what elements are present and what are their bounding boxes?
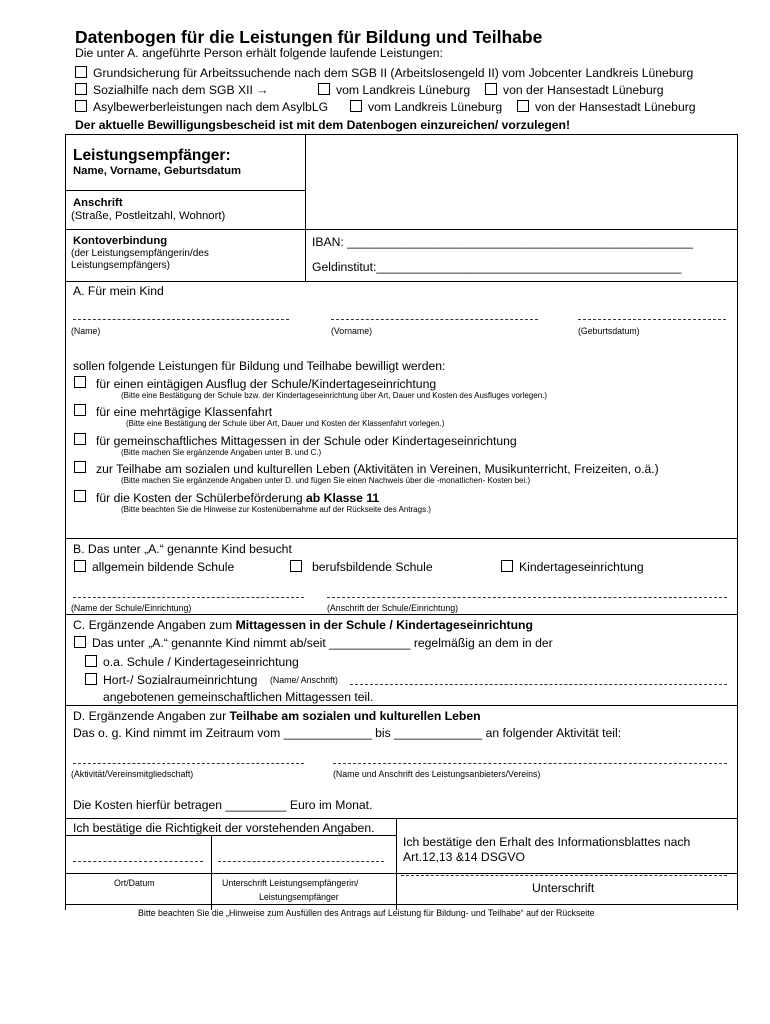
section-d-heading-text: D. Ergänzende Angaben zur <box>73 709 230 723</box>
kosten-line: Die Kosten hierfür betragen _________ Euro im Monat. <box>73 798 373 812</box>
signature-field[interactable] <box>218 861 384 862</box>
ausflug-note: (Bitte eine Bestätigung der Schule bzw. der Kindertageseinrichtung über Art, Dauer und Kosten des Ausfluges vorlegen.) <box>121 391 548 400</box>
checkbox-ausflug[interactable] <box>74 376 86 388</box>
section-c-heading <box>73 619 533 631</box>
section-c-heading-text: C. Ergänzende Angaben zum <box>73 618 236 632</box>
row-divider-5 <box>65 614 738 615</box>
checkbox-klassenfahrt[interactable] <box>74 404 86 416</box>
school-address-field[interactable] <box>327 597 727 598</box>
hort-address-field[interactable] <box>350 684 727 685</box>
school-address-caption: (Anschrift der Schule/Einrichtung) <box>327 603 459 613</box>
recipient-name-field[interactable] <box>306 135 736 229</box>
bank-name-field[interactable]: Geldinstitut:_____________________________________________ <box>312 260 682 274</box>
dsgvo-signature-caption: Unterschrift <box>532 881 595 895</box>
befoerderung-label <box>96 492 379 504</box>
signature-row-top <box>65 835 397 836</box>
befoerderung-label-bold: ab Klasse 11 <box>306 491 380 505</box>
option-sgb12-hansestadt-label: von der Hansestadt Lüneburg <box>503 83 664 97</box>
confirm-text: Ich bestätige die Richtigkeit der vorstehenden Angaben. <box>73 821 375 835</box>
befoerderung-label-text: für die Kosten der Schülerbeförderung <box>96 491 307 505</box>
bank-sub2: Leistungsempfängers) <box>71 260 170 271</box>
signature-caption-2: Leistungsempfänger <box>259 892 339 902</box>
child-birthdate-field[interactable] <box>578 319 726 320</box>
klassenfahrt-label: für eine mehrtägige Klassenfahrt <box>96 405 273 419</box>
ausflug-label: für einen eintägigen Ausflug der Schule/Kindertageseinrichtung <box>96 377 437 391</box>
mittagessen-line: Das unter „A.“ genannte Kind nimmt ab/seit ____________ regelmäßig an dem in der <box>92 636 553 650</box>
option-asylblg-hansestadt-label: von der Hansestadt Lüneburg <box>535 100 696 114</box>
address-label: Anschrift <box>73 197 123 209</box>
checkbox-asylblg[interactable] <box>75 100 87 112</box>
child-name-caption: (Name) <box>71 326 101 336</box>
ort-datum-caption: Ort/Datum <box>114 878 155 888</box>
checkbox-sgb12-landkreis[interactable] <box>318 83 330 95</box>
berufsbildend-label: berufsbildende Schule <box>312 560 433 574</box>
school-name-field[interactable] <box>73 597 304 598</box>
hort-address-caption: (Name/ Anschrift) <box>270 675 338 685</box>
checkbox-schule-kita[interactable] <box>85 655 97 667</box>
checkbox-hort[interactable] <box>85 673 97 685</box>
row-divider-4 <box>65 538 738 539</box>
page-title: Datenbogen für die Leistungen für Bildung und Teilhabe <box>75 27 543 47</box>
mittagessen-tail: angebotenen gemeinschaftlichen Mittagessen teil. <box>103 690 374 704</box>
section-d-heading-bold: Teilhabe am sozialen und kulturellen Leben <box>229 709 481 723</box>
provider-caption: (Name und Anschrift des Leistungsanbieters/Vereins) <box>333 769 541 779</box>
provider-field[interactable] <box>333 763 727 764</box>
row-divider-2 <box>65 229 738 230</box>
mittagessen-label: für gemeinschaftliches Mittagessen in der Schule oder Kindertageseinrichtung <box>96 434 517 448</box>
section-c-heading-bold: Mittagessen in der Schule / Kindertageseinrichtung <box>235 618 533 632</box>
recipient-subheading: Name, Vorname, Geburtsdatum <box>73 165 242 177</box>
activity-field[interactable] <box>73 763 304 764</box>
section-b-heading: B. Das unter „A.“ genannte Kind besucht <box>73 542 292 556</box>
checkbox-teilhabe[interactable] <box>74 461 86 473</box>
frame-right <box>737 134 738 910</box>
zeitraum-line: Das o. g. Kind nimmt im Zeitraum vom _____________ bis _____________ an folgender Aktivität teil: <box>73 726 622 740</box>
recipient-heading: Leistungsempfänger: <box>73 147 231 164</box>
section-a-intro: sollen folgende Leistungen für Bildung und Teilhabe bewilligt werden: <box>73 359 446 373</box>
option-asylblg-label: Asylbewerberleistungen nach dem AsylbLG <box>93 100 329 114</box>
checkbox-asylblg-hansestadt[interactable] <box>517 100 529 112</box>
option-sgb12-label: Sozialhilfe nach dem SGB XII → <box>93 83 269 97</box>
row-divider-3 <box>65 281 738 282</box>
school-name-caption: (Name der Schule/Einrichtung) <box>71 603 192 613</box>
signature-divider-2 <box>396 818 397 910</box>
activity-caption: (Aktivität/Vereinsmitgliedschaft) <box>71 769 194 779</box>
teilhabe-label: zur Teilhabe am sozialen und kulturellen Leben (Aktivitäten in Vereinen, Musikunterricht, Freizeiten, o.ä.) <box>96 462 659 476</box>
row-divider-1 <box>65 190 305 191</box>
checkbox-mittagessen-teilnahme[interactable] <box>74 636 86 648</box>
befoerderung-note: (Bitte beachten Sie die Hinweise zur Kostenübernahme auf der Rückseite des Antrags.) <box>121 505 431 514</box>
section-d-heading <box>73 710 481 722</box>
frame-bottom <box>65 904 738 905</box>
checkbox-sgb2[interactable] <box>75 66 87 78</box>
notice-text: Der aktuelle Bewilligungsbescheid ist mit dem Datenbogen einzureichen/ vorzulegen! <box>75 118 571 132</box>
checkbox-mittagessen[interactable] <box>74 433 86 445</box>
mittagessen-note: (Bitte machen Sie ergänzende Angaben unter B. und C.) <box>121 448 322 457</box>
teilhabe-note: (Bitte machen Sie ergänzende Angaben unter D. und fügen Sie einen Nachweis über die -monatlichen- Kosten bei.) <box>121 476 531 485</box>
checkbox-kita[interactable] <box>501 560 513 572</box>
option-asylblg-landkreis-label: vom Landkreis Lüneburg <box>368 100 503 114</box>
child-vorname-caption: (Vorname) <box>331 326 373 336</box>
row-divider-6 <box>65 705 738 706</box>
allgemeinbildend-label: allgemein bildende Schule <box>92 560 235 574</box>
section-a-heading: A. Für mein Kind <box>73 284 164 298</box>
klassenfahrt-note: (Bitte eine Bestätigung der Schule über Art, Dauer und Kosten der Klassenfahrt vorlegen.) <box>126 419 445 428</box>
dsgvo-signature-field[interactable] <box>401 875 727 876</box>
child-vorname-field[interactable] <box>331 319 538 320</box>
child-name-field[interactable] <box>73 319 289 320</box>
checkbox-asylblg-landkreis[interactable] <box>350 100 362 112</box>
checkbox-berufsbildend[interactable] <box>290 560 302 572</box>
option-sgb2-label: Grundsicherung für Arbeitssuchende nach dem SGB II (Arbeitslosengeld II) vom Jobcenter Landkreis Lüneburg <box>93 66 694 80</box>
dsgvo-line1: Ich bestätige den Erhalt des Informationsblattes nach <box>403 835 691 849</box>
checkbox-allgemeinbildend[interactable] <box>74 560 86 572</box>
kita-label: Kindertageseinrichtung <box>519 560 644 574</box>
signature-row-mid <box>65 873 738 874</box>
schule-kita-label: o.a. Schule / Kindertageseinrichtung <box>103 655 299 669</box>
hort-label: Hort-/ Sozialraumeinrichtung <box>103 673 258 687</box>
checkbox-sgb12[interactable] <box>75 83 87 95</box>
bank-sub1: (der Leistungsempfängerin/des <box>71 248 209 259</box>
child-birthdate-caption: (Geburtsdatum) <box>578 326 640 336</box>
ort-datum-field[interactable] <box>73 861 203 862</box>
frame-left <box>65 134 66 910</box>
checkbox-sgb12-hansestadt[interactable] <box>485 83 497 95</box>
intro-text: Die unter A. angeführte Person erhält folgende laufende Leistungen: <box>75 46 443 60</box>
bank-label: Kontoverbindung <box>73 235 168 247</box>
checkbox-befoerderung[interactable] <box>74 490 86 502</box>
dsgvo-line2: Art.12,13 &14 DSGVO <box>403 850 525 864</box>
row-divider-7 <box>65 818 738 819</box>
address-sub: (Straße, Postleitzahl, Wohnort) <box>71 210 226 222</box>
footer-note: Bitte beachten Sie die „Hinweise zum Ausfüllen des Antrags auf Leistung für Bildung- und Teilhabe“ auf der Rückseite <box>138 908 595 918</box>
signature-caption-1: Unterschrift Leistungsempfängerin/ <box>222 878 359 888</box>
option-sgb12-landkreis-label: vom Landkreis Lüneburg <box>336 83 471 97</box>
iban-field[interactable]: IBAN: ___________________________________________________ <box>312 235 693 249</box>
